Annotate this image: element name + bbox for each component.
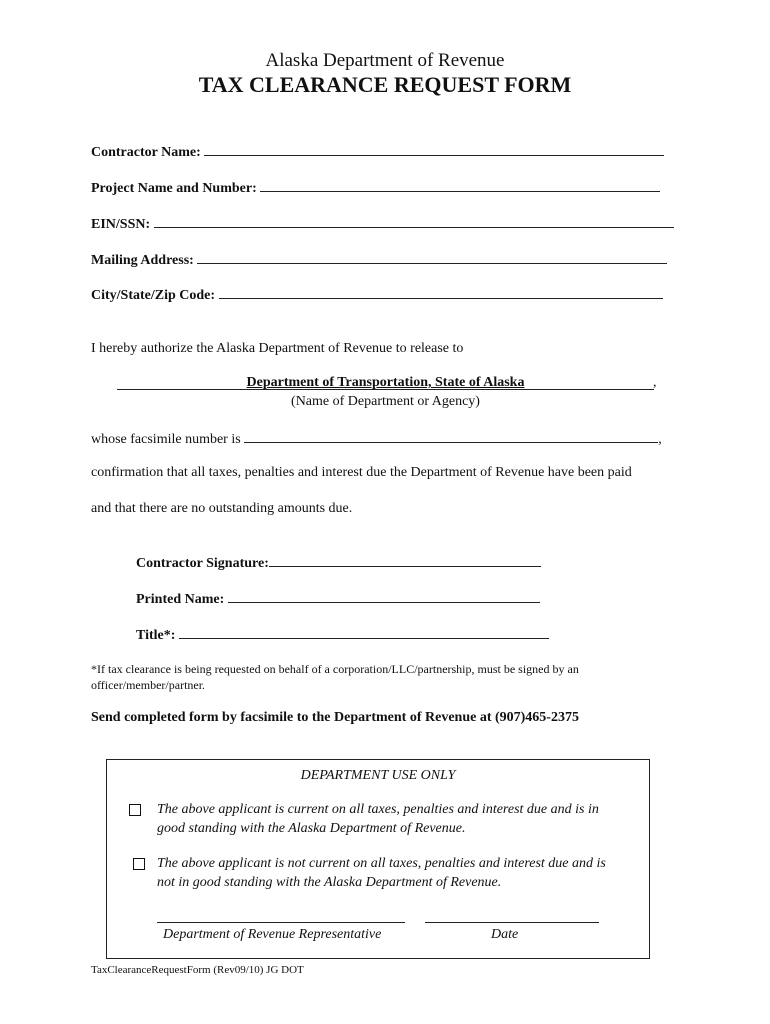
printed-name-label: Printed Name: bbox=[136, 592, 225, 607]
representative-label: Department of Revenue Representative bbox=[163, 927, 382, 942]
city-state-zip-label: City/State/Zip Code: bbox=[91, 288, 216, 303]
mailing-address-field bbox=[91, 251, 667, 269]
contractor-signature-label: Contractor Signature: bbox=[136, 556, 269, 571]
contractor-signature-field bbox=[136, 554, 541, 572]
ein-ssn-field bbox=[91, 215, 674, 233]
mailing-address-label: Mailing Address: bbox=[91, 253, 194, 268]
fax-number-field bbox=[91, 430, 662, 448]
send-instruction: Send completed form by facsimile to the Department of Revenue at (907)465-2375 bbox=[91, 710, 579, 725]
confirmation-line-1: confirmation that all taxes, penalties and interest due the Department of Revenue have been paid bbox=[91, 465, 632, 480]
contractor-name-field bbox=[91, 143, 664, 161]
fax-comma: , bbox=[658, 432, 662, 447]
recipient-comma: , bbox=[653, 375, 657, 390]
ein-ssn-input[interactable] bbox=[154, 215, 674, 228]
recipient-name: Department of Transportation, State of Alaska bbox=[246, 375, 525, 390]
contractor-signature-input[interactable] bbox=[269, 554, 541, 567]
department-use-box bbox=[106, 759, 650, 959]
project-name-label: Project Name and Number: bbox=[91, 181, 257, 196]
title-label: Title*: bbox=[136, 628, 176, 643]
revision-note: TaxClearanceRequestForm (Rev09/10) JG DOT bbox=[91, 964, 304, 976]
form-title: TAX CLEARANCE REQUEST FORM bbox=[198, 72, 572, 97]
printed-name-input[interactable] bbox=[228, 590, 540, 603]
current-option-text: The above applicant is current on all taxes, penalties and interest due and is in good standing with the Alaska Department of Revenue. bbox=[157, 802, 599, 836]
project-name-input[interactable] bbox=[260, 179, 660, 192]
representative-signature-line[interactable] bbox=[157, 922, 405, 923]
current-checkbox[interactable] bbox=[129, 804, 141, 816]
city-state-zip-input[interactable] bbox=[219, 286, 663, 299]
city-state-zip-field bbox=[91, 286, 663, 304]
not-current-checkbox[interactable] bbox=[133, 858, 145, 870]
fax-number-input[interactable] bbox=[244, 430, 658, 443]
confirmation-line-2: and that there are no outstanding amounts due. bbox=[91, 501, 353, 516]
mailing-address-input[interactable] bbox=[197, 251, 667, 264]
date-line[interactable] bbox=[425, 922, 599, 923]
footnote: *If tax clearance is being requested on behalf of a corporation/LLC/partnership, must be signed by an officer/member/partner. bbox=[91, 662, 579, 692]
date-label: Date bbox=[491, 927, 519, 942]
authorization-intro: I hereby authorize the Alaska Department of Revenue to release to bbox=[91, 341, 464, 356]
contractor-name-label: Contractor Name: bbox=[91, 145, 201, 160]
project-name-field bbox=[91, 179, 660, 197]
agency-name: Alaska Department of Revenue bbox=[265, 50, 505, 71]
title-field bbox=[136, 626, 549, 644]
title-input[interactable] bbox=[179, 626, 549, 639]
not-current-option-text: The above applicant is not current on all taxes, penalties and interest due and is not in good standing with the Alaska Department of Revenue. bbox=[157, 856, 606, 890]
contractor-name-input[interactable] bbox=[204, 143, 664, 156]
recipient-note: (Name of Department or Agency) bbox=[291, 394, 480, 409]
department-use-heading: DEPARTMENT USE ONLY bbox=[300, 768, 456, 783]
printed-name-field bbox=[136, 590, 540, 608]
ein-ssn-label: EIN/SSN: bbox=[91, 217, 151, 232]
fax-number-label: whose facsimile number is bbox=[91, 432, 241, 447]
